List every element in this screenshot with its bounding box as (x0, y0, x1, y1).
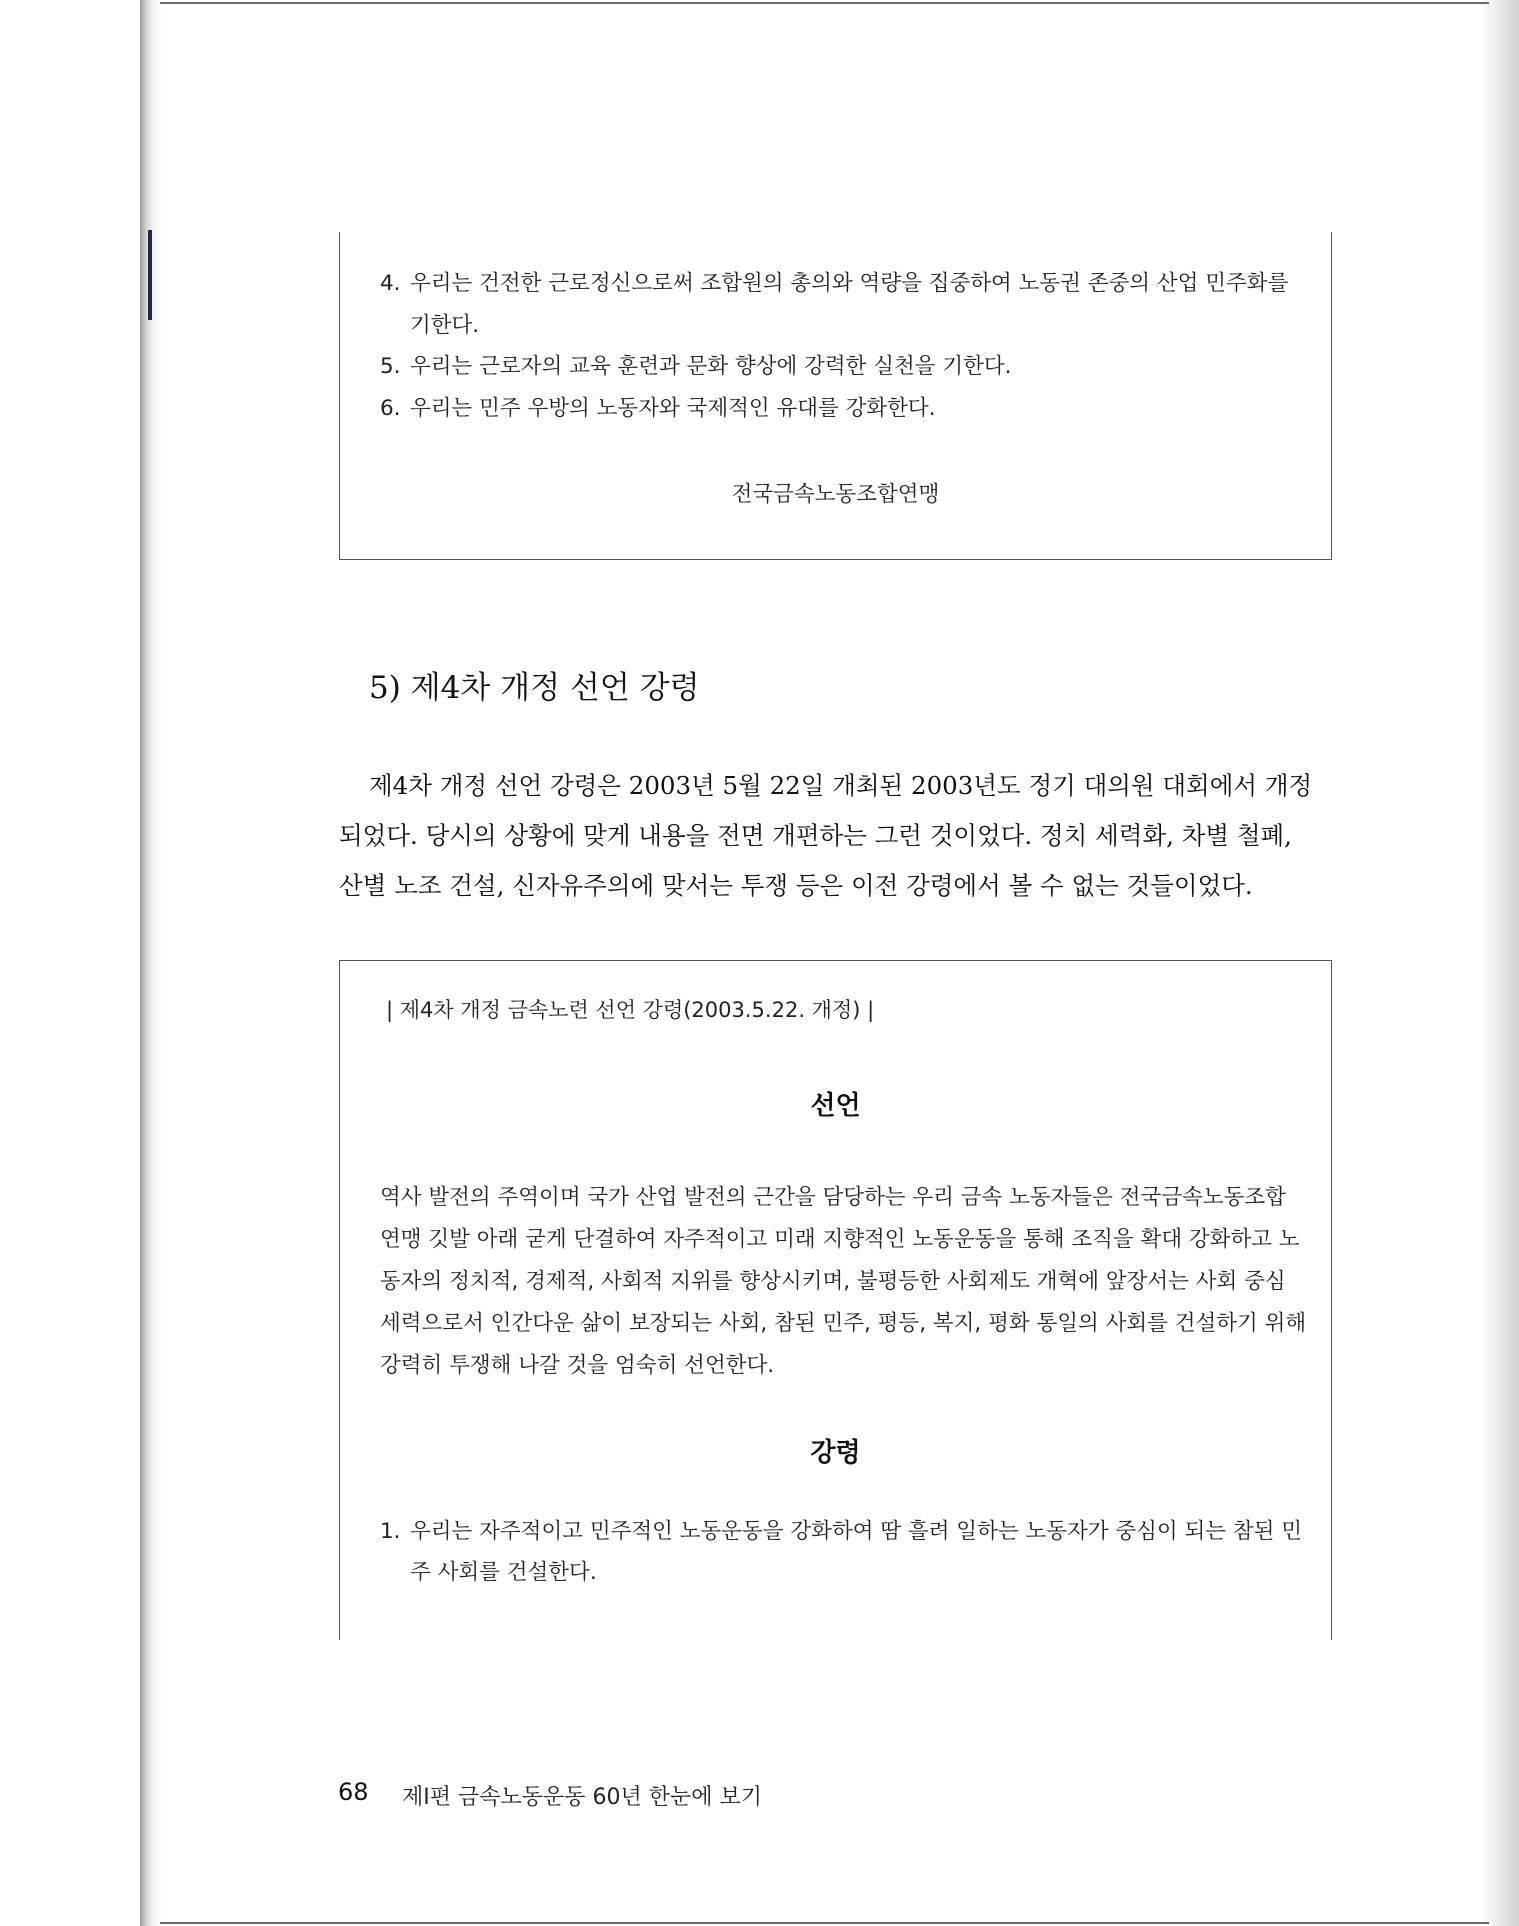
item-text: 우리는 건전한 근로정신으로써 조합원의 총의와 역량을 집중하여 노동권 존중의 산업 민주화를 (410, 271, 1289, 296)
declaration-line-2: 연맹 깃발 아래 굳게 단결하여 자주적이고 미래 지향적인 노동운동을 통해 조직을 확대 강화하고 노 (380, 1227, 1300, 1252)
paragraph-line-3: 산별 노조 건설, 신자유주의에 맞서는 투쟁 등은 이전 강령에서 볼 수 없는 것들이었다. (339, 871, 1253, 900)
platform-item-4 (380, 264, 1288, 304)
organization-signature: 전국금속노동조합연맹 (731, 482, 940, 507)
item-text: 우리는 자주적이고 민주적인 노동운동을 강화하여 땀 흘려 일하는 노동자가 중심이 되는 참된 민 (410, 1519, 1303, 1544)
declaration-line-3: 동자의 정치적, 경제적, 사회적 지위를 향상시키며, 불평등한 사회제도 개혁에 앞장서는 사회 중심 (380, 1269, 1286, 1294)
platform-title: 강령 (810, 1438, 861, 1468)
platform-item-6 (380, 389, 936, 429)
item-number: 6. (380, 396, 401, 421)
platform-item-1 (380, 1512, 1302, 1552)
item-number: 5. (380, 354, 401, 379)
platform-item-5 (380, 347, 1012, 387)
platform-item-4-continued: 기한다. (410, 313, 480, 338)
declaration-line-4: 세력으로서 인간다운 삶이 보장되는 사회, 참된 민주, 평등, 복지, 평화 통일의 사회를 건설하기 위해 (380, 1311, 1307, 1336)
item-number: 4. (380, 271, 401, 296)
box-title: | 제4차 개정 금속노련 선언 강령(2003.5.22. 개정) | (386, 998, 875, 1022)
paragraph-line-2: 되었다. 당시의 상황에 맞게 내용을 전면 개편하는 그런 것이었다. 정치 세력화, 차별 철폐, (339, 821, 1292, 850)
page-left-edge (140, 0, 162, 1926)
page-bottom-border (160, 1922, 1489, 1924)
page-number: 68 (338, 1778, 369, 1806)
item-number: 1. (380, 1519, 401, 1544)
page-top-border (160, 2, 1489, 4)
declaration-line-1: 역사 발전의 주역이며 국가 산업 발전의 근간을 담당하는 우리 금속 노동자들은 전국금속노동조합 (380, 1185, 1286, 1210)
platform-item-1-continued: 주 사회를 건설한다. (410, 1560, 597, 1585)
page-right-edge (1479, 0, 1519, 1926)
running-title: 제Ⅰ편 금속노동운동 60년 한눈에 보기 (402, 1785, 762, 1810)
item-text: 우리는 근로자의 교육 훈련과 문화 향상에 강력한 실천을 기한다. (410, 354, 1012, 379)
declaration-line-5: 강력히 투쟁해 나갈 것을 엄숙히 선언한다. (380, 1353, 775, 1378)
paragraph-line-1: 제4차 개정 선언 강령은 2003년 5월 22일 개최된 2003년도 정기 대의원 대회에서 개정 (369, 771, 1313, 800)
spine-mark (148, 230, 152, 320)
item-text: 우리는 민주 우방의 노동자와 국제적인 유대를 강화한다. (410, 396, 936, 421)
section-heading: 5) 제4차 개정 선언 강령 (369, 670, 700, 706)
declaration-title: 선언 (810, 1091, 861, 1121)
